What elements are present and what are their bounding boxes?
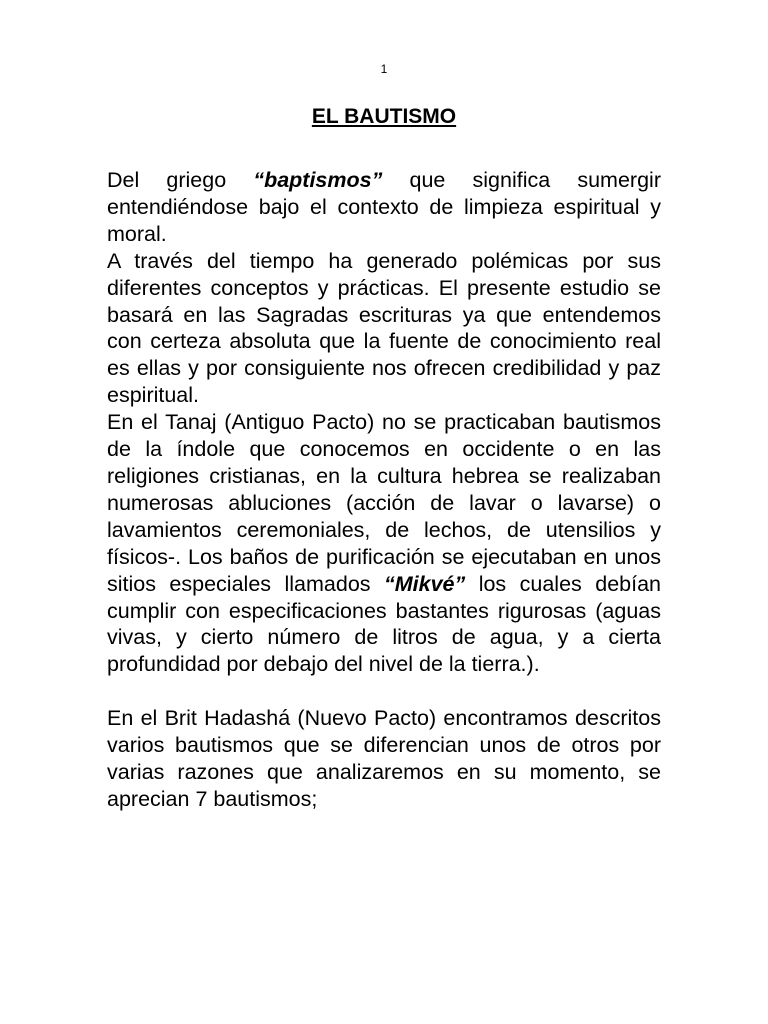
paragraph-2: A través del tiempo ha generado polémicas por sus diferentes conceptos y prácticas. El presente estudio se basará en las Sagradas escrituras ya que entendemos con certeza absoluta que la fuente de conocimiento real es ellas y por consiguiente nos ofrecen credibilidad y paz espiritual. (107, 248, 661, 408)
paragraph-3 (107, 409, 661, 678)
paragraph-3-text-start: En el Tanaj (Antiguo Pacto) no se practicaban bautismos de la índole que conocemos en occidente o en las religiones cristianas, en la cultura hebrea se realizaban numerosas abluciones (acción de lavar o lavarse) o lavamientos ceremoniales, de lechos, de utensilios y físicos-. Los baños de purificación se ejecutaban en unos sitios especiales llamados (107, 410, 661, 596)
page-title: EL BAUTISMO (311, 105, 457, 128)
paragraph-1 (107, 167, 661, 248)
term-mikve: “Mikvé” (383, 571, 466, 596)
paragraph-1-text-start: Del griego (107, 168, 254, 192)
page-number: 1 (380, 62, 388, 76)
paragraph-1-text-end: que significa sumergir entendiéndose bajo el contexto de limpieza espiritual y moral. (107, 168, 661, 246)
document-body (107, 167, 661, 813)
paragraph-3-text-end: los cuales debían cumplir con especificaciones bastantes rigurosas (aguas vivas, y cierto número de litros de agua, y a cierta profundidad por debajo del nivel de la tierra.). (107, 571, 661, 677)
paragraph-spacer (107, 678, 661, 705)
term-baptismos: “baptismos” (253, 168, 383, 192)
paragraph-4: En el Brit Hadashá (Nuevo Pacto) encontramos descritos varios bautismos que se diferencian unos de otros por varias razones que analizaremos en su momento, se aprecian 7 bautismos; (107, 706, 661, 811)
